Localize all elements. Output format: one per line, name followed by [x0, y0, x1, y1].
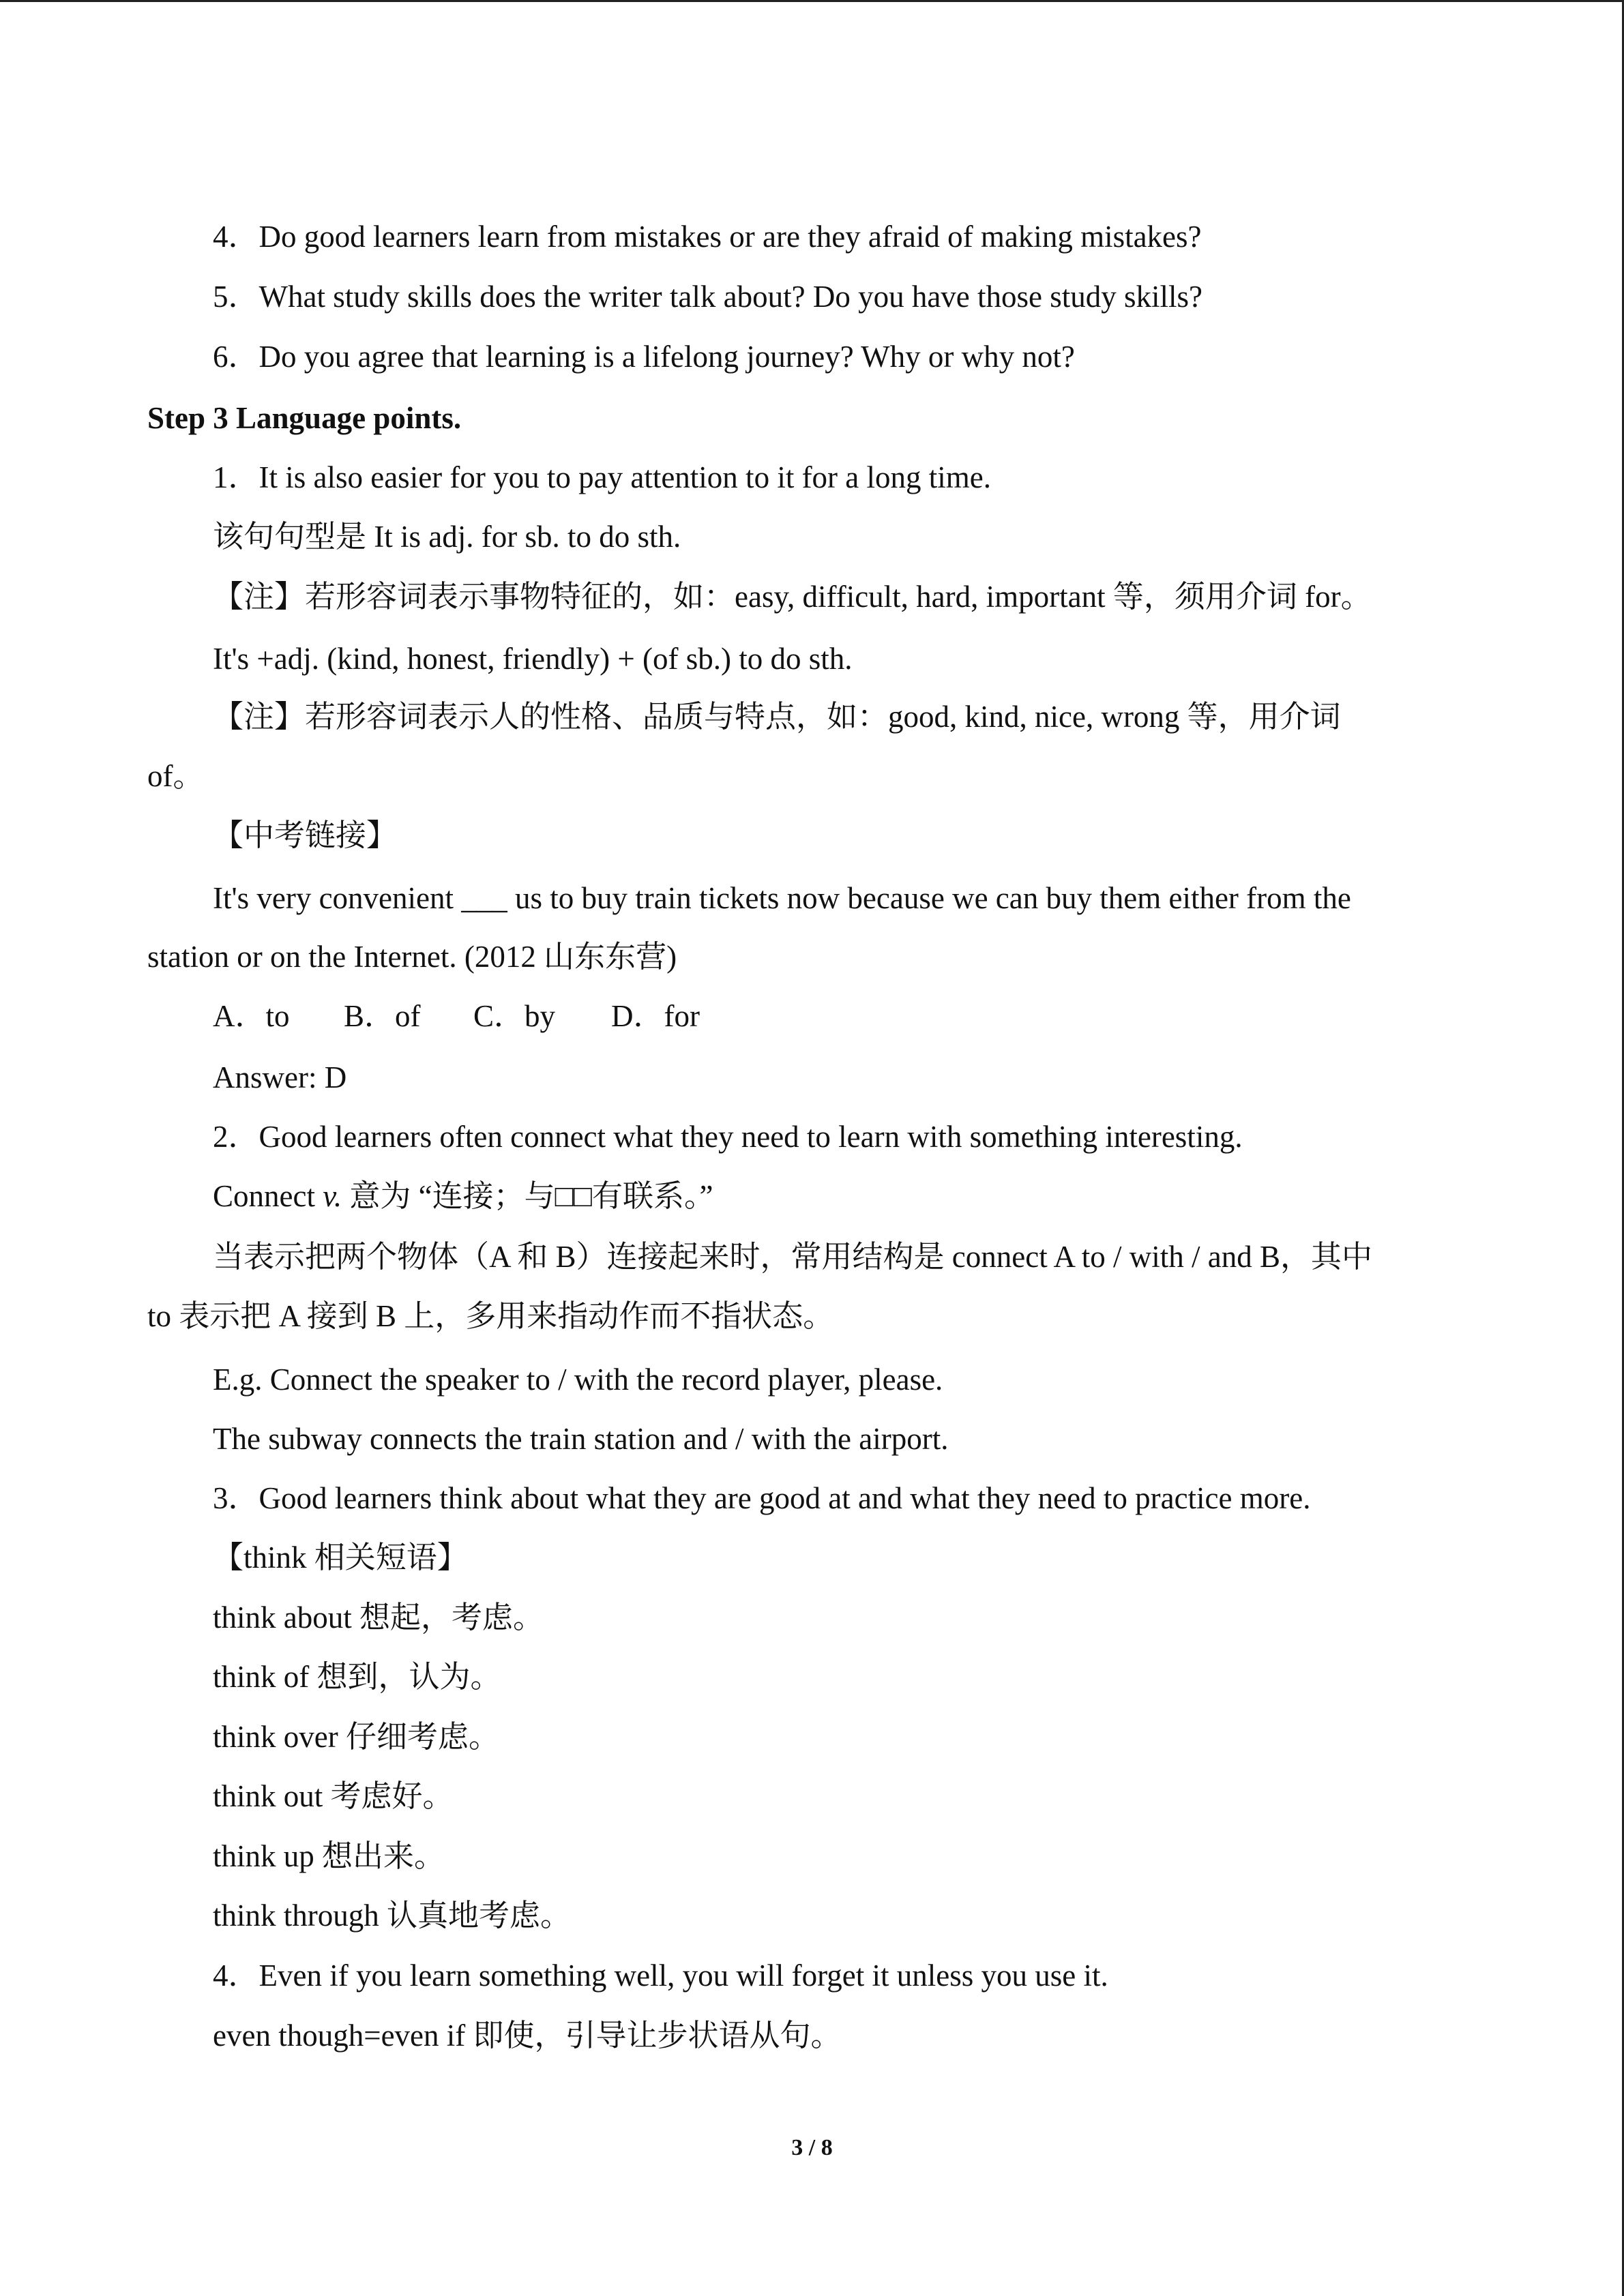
point-2-example-2: The subway connects the train station and / with the airport. [213, 1422, 949, 1456]
page-number: 3 / 8 [791, 2135, 833, 2160]
point-4-note: even though=even if 即使，引导让步状语从句。 [213, 2018, 842, 2053]
point-1-note-2: 【注】若形容词表示人的性格、品质与特点，如：good, kind, nice, wrong 等，用介词 [213, 700, 1341, 734]
point-2-sentence: 2．Good learners often connect what they need to learn with something interesting. [213, 1120, 1243, 1154]
phrase-think-of: think of 想到，认为。 [213, 1660, 501, 1694]
phrase-think-up: think up 想出来。 [213, 1839, 445, 1873]
exam-question: It's very convenient ___ us to buy train tickets now because we can buy them either from the [213, 881, 1351, 915]
phrase-think-out: think out 考虑好。 [213, 1779, 454, 1813]
point-1-sentence: 1．It is also easier for you to pay attention to it for a long time. [213, 460, 991, 494]
point-1-note-1: 【注】若形容词表示事物特征的，如：easy, difficult, hard, important 等，须用介词 for。 [213, 580, 1372, 614]
think-phrases-heading: 【think 相关短语】 [213, 1540, 468, 1575]
point-2-definition [213, 1176, 713, 1217]
option-a: A．to [213, 999, 290, 1033]
exam-question-continued: station or on the Internet. (2012 山东东营) [147, 940, 677, 974]
question-4: 4．Do good learners learn from mistakes or are they afraid of making mistakes? [213, 220, 1202, 254]
point-4-sentence: 4．Even if you learn something well, you will forget it unless you use it. [213, 1958, 1108, 1993]
point-1-note-2-continued: of。 [147, 759, 204, 793]
point-1-pattern: 该句句型是 It is adj. for sb. to do sth. [213, 520, 681, 554]
point-2-usage-continued: to 表示把 A 接到 B 上，多用来指动作而不指状态。 [147, 1299, 834, 1333]
definition-word: Connect [213, 1179, 323, 1213]
point-2-example-1: E.g. Connect the speaker to / with the record player, please. [213, 1362, 943, 1397]
part-of-speech: v. [323, 1179, 342, 1213]
point-1-pattern-2: It's +adj. (kind, honest, friendly) + (of sb.) to do sth. [213, 642, 853, 676]
step-heading: Step 3 Language points. [147, 401, 462, 435]
point-3-sentence: 3．Good learners think about what they are good at and what they need to practice more. [213, 1481, 1311, 1515]
phrase-think-through: think through 认真地考虑。 [213, 1898, 571, 1933]
page-border-top [0, 0, 1624, 2]
phrase-think-about: think about 想起，考虑。 [213, 1600, 544, 1635]
option-b: B．of [344, 999, 421, 1033]
exam-link-heading: 【中考链接】 [213, 818, 398, 852]
exam-answer: Answer: D [213, 1060, 347, 1094]
option-c: C．by [473, 999, 556, 1033]
phrase-think-over: think over 仔细考虑。 [213, 1720, 499, 1754]
question-6: 6．Do you agree that learning is a lifelong journey? Why or why not? [213, 340, 1075, 374]
question-5: 5．What study skills does the writer talk about? Do you have those study skills? [213, 280, 1203, 314]
exam-options [213, 996, 700, 1037]
option-d: D．for [611, 999, 700, 1033]
point-2-usage: 当表示把两个物体（A 和 B）连接起来时，常用结构是 connect A to / with / and B，其中 [213, 1240, 1372, 1274]
definition-meaning: 意为 “连接；与□□有联系。” [342, 1179, 713, 1213]
